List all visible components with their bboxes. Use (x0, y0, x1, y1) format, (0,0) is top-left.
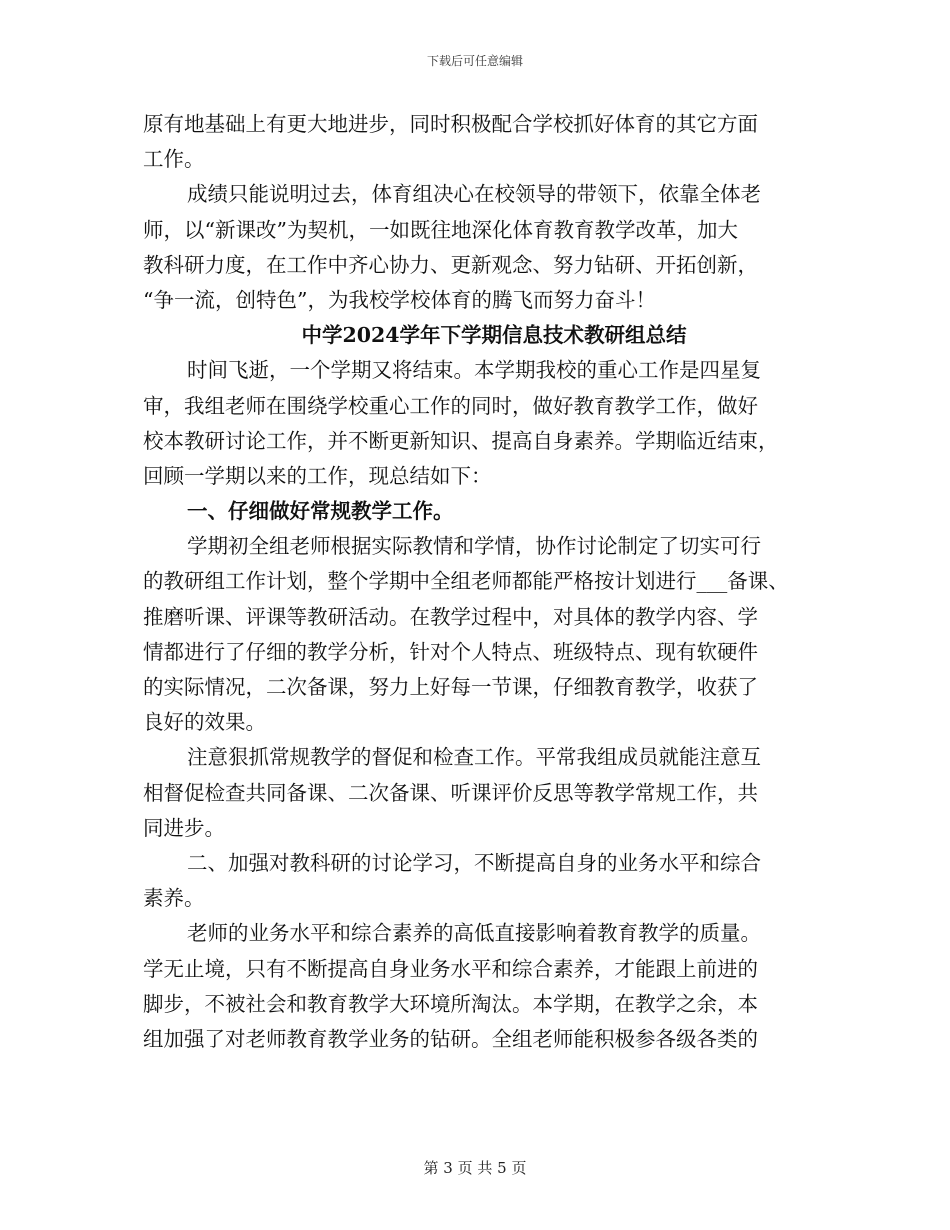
paragraph-line: 时间飞逝，一个学期又将结束。本学期我校的重心工作是四星复 (187, 358, 761, 383)
paragraph-line: 脚步，不被社会和教育教学大环境所淘汰。本学期，在教学之余，本 (143, 991, 758, 1016)
paragraph-line: 的实际情况，二次备课，努力上好每一节课，仔细教育教学，收获了 (143, 675, 758, 699)
paragraph-line: 推磨听课、评课等教研活动。在教学过程中，对具体的教学内容、学 (143, 604, 758, 629)
paragraph-line: 回顾一学期以来的工作，现总结如下： (143, 463, 492, 488)
paragraph-line: 情都进行了仔细的教学分析，针对个人特点、班级特点、现有软硬件 (143, 639, 758, 664)
paragraph-line: 二、加强对教科研的讨论学习，不断提高自身的业务水平和综合 (187, 850, 761, 875)
paragraph-line: 相督促检查共同备课、二次备课、听课评价反思等教学常规工作，共 (143, 780, 758, 805)
paragraph-line: 校本教研讨论工作，并不断更新知识、提高自身素养。学期临近结束， (143, 428, 779, 453)
document-body (143, 107, 815, 1057)
subsection-heading: 一、仔细做好常规教学工作。 (187, 499, 454, 524)
paragraph-line: 工作。 (143, 147, 205, 172)
paragraph-line: 成绩只能说明过去，体育组决心在校领导的带领下，依靠全体老 (187, 182, 761, 207)
paragraph-line: 组加强了对老师教育教学业务的钻研。全组老师能积极参各级各类的 (143, 1026, 758, 1051)
paragraph-line: 审，我组老师在围绕学校重心工作的同时，做好教育教学工作，做好 (143, 393, 758, 418)
page-header: 下载后可任意编辑 (426, 54, 523, 68)
paragraph-line: 良好的效果。 (143, 710, 266, 735)
paragraph-line: 师，以“新课改”为契机，一如既往地深化体育教育教学改革，加大 (143, 217, 738, 242)
paragraph-line: 同进步。 (143, 815, 225, 840)
paragraph-line: 原有地基础上有更大地进步，同时积极配合学校抓好体育的其它方面 (143, 112, 758, 136)
paragraph-line: “争一流，创特色”，为我校学校体育的腾飞而努力奋斗！ (143, 287, 656, 312)
paragraph-line: 素养。 (143, 886, 205, 911)
page-footer: 第 3 页 共 5 页 (423, 1159, 527, 1177)
paragraph-line: 教科研力度，在工作中齐心协力、更新观念、努力钻研、开拓创新， (143, 252, 758, 277)
paragraph-line: 学期初全组老师根据实际教情和学情，协作讨论制定了切实可行 (187, 534, 761, 559)
paragraph-line: 学无止境，只有不断提高自身业务水平和综合素养，才能跟上前进的 (143, 956, 758, 981)
section-heading: 中学2024学年下学期信息技术教研组总结 (301, 323, 687, 348)
paragraph-line: 注意狠抓常规教学的督促和检查工作。平常我组成员就能注意互 (187, 745, 761, 770)
paragraph-line: 老师的业务水平和综合素养的高低直接影响着教育教学的质量。 (187, 921, 761, 946)
paragraph-line: 的教研组工作计划，整个学期中全组老师都能严格按计划进行___备课、 (143, 569, 789, 594)
